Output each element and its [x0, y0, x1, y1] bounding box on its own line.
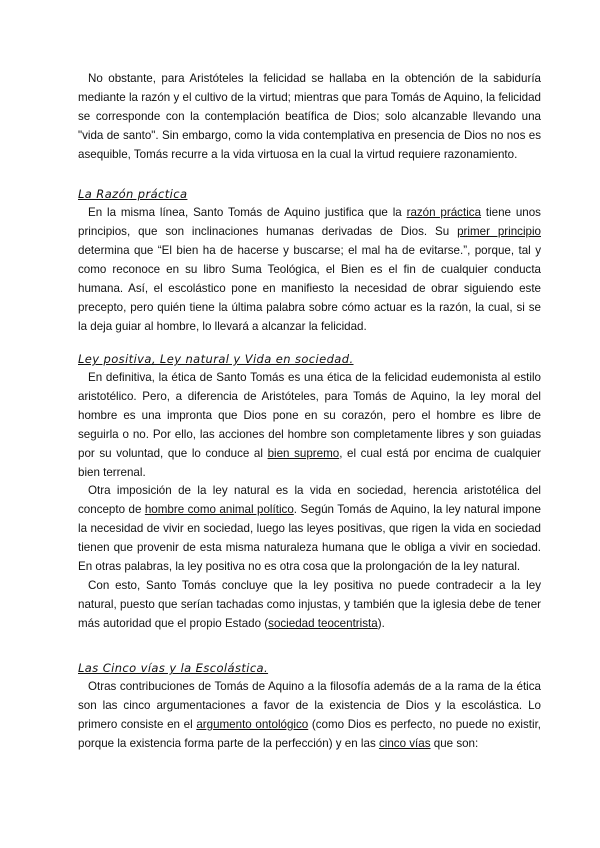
underlined-term-cinco-vias: cinco vías — [378, 737, 431, 750]
heading-razon-practica: La Razón práctica — [78, 187, 188, 201]
underlined-term-primer-principio: primer principio — [457, 225, 541, 238]
paragraph-vida-en-sociedad: Otra imposición de la ley natural es la vida en sociedad, herencia aristotélica del concepto de hombre como animal político. Según Tomás de Aquino, la ley natural impone la necesidad de vivir en sociedad, luego las leyes positivas, que rigen la vida en sociedad tienen que provenir de esta misma naturaleza humana que le obliga a vivir en sociedad. En otras palabras, la ley positiva no es otra cosa que la prolongación de la ley natural. — [78, 484, 541, 573]
underlined-term-sociedad-teocentrista: sociedad teocentrista — [268, 617, 378, 630]
paragraph-aristoteles-felicidad — [78, 69, 541, 164]
underlined-term-razon-practica: razón práctica — [406, 206, 482, 219]
heading-cinco-vias: Las Cinco vías y la Escolástica. — [78, 661, 269, 675]
heading-ley-positiva: Ley positiva, Ley natural y Vida en sociedad. — [78, 352, 354, 366]
paragraph-razon-practica: En la misma línea, Santo Tomás de Aquino justifica que la razón práctica tiene unos principios, que son inclinaciones humanas derivadas de Dios. Su primer principio determina que “El bien ha de hacerse y buscarse; el mal ha de evitarse.”, porque, tal y como reconoce en su libro Suma Teológica, el Bien es el fin de cualquier conducta humana. Así, el escolástico pone en manifiesto la necesidad de obrar siguiendo este precepto, pero quién tiene la última palabra sobre cómo actuar es la razón, la cual, si se la deja guiar al hombre, lo llevará a alcanzar la felicidad. — [78, 206, 541, 333]
paragraph-etica-felicidad: En definitiva, la ética de Santo Tomás es una ética de la felicidad eudemonista al estilo aristotélico. Pero, a diferencia de Aristóteles, para Tomás de Aquino, la ley moral del hombre es una impronta que Dios pone en su corazón, pero el hombre es libre de seguirla o no. Por ello, las acciones del hombre son completamente libres y son guiadas por su voluntad, que lo conduce al bien supremo, el cual está por encima de cualquier bien terrenal. — [78, 371, 541, 479]
underlined-term-hombre-animal-politico: hombre como animal político — [144, 503, 294, 516]
paragraph-cinco-vias: Otras contribuciones de Tomás de Aquino a la filosofía además de a la rama de la ética son las cinco argumentaciones a favor de la existencia de Dios y la escolástica. Lo primero consiste en el argumento ontológico (como Dios es perfecto, no puede no existir, porque la existencia forma parte de la perfección) y en las cinco vías que son: — [78, 680, 542, 750]
underlined-term-argumento-ontologico: argumento ontológico — [196, 718, 309, 731]
paragraph-ley-positiva-conclusion: Con esto, Santo Tomás concluye que la ley positiva no puede contradecir a la ley natural, puesto que serían tachadas como injustas, y también que la iglesia debe de tener más autoridad que el propio Estado (sociedad teocentrista). — [78, 579, 541, 630]
paragraph-text: No obstante, para Aristóteles la felicidad se hallaba en la obtención de la sabiduría mediante la razón y el cultivo de la virtud; mientras que para Tomás de Aquino, la felicidad se corresponde con la contemplación beatífica de Dios; solo alcanzable llevando una "vida de santo". Sin embargo, como la vida contemplativa en presencia de Dios no nos es asequible, Tomás recurre a la vida virtuosa en la cual la virtud requiere razonamiento. — [78, 72, 541, 161]
underlined-term-bien-supremo: bien supremo — [267, 447, 340, 460]
